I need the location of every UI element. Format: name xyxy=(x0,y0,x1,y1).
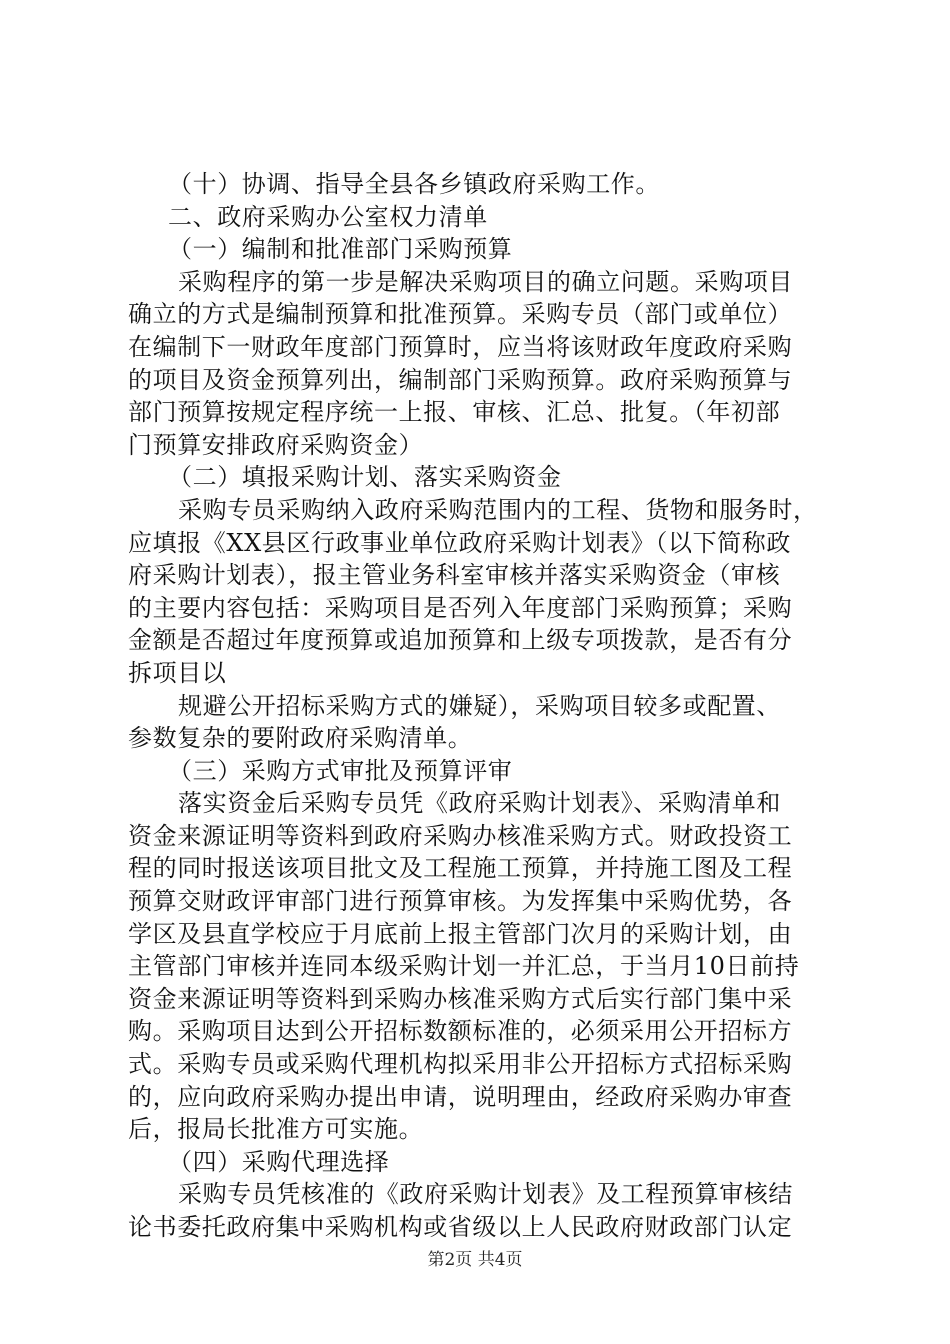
text-line: 府采购计划表），报主管业务科室审核并落实采购资金（审核 xyxy=(128,561,781,590)
text-line: （二）填报采购计划、落实采购资金 xyxy=(168,463,562,492)
text-line: 部门预算按规定程序统一上报、审核、汇总、批复。（年初部 xyxy=(128,398,781,427)
text-line: 资金来源证明等资料到政府采购办核准采购方式。财政投资工 xyxy=(128,821,793,850)
text-line: 程的同时报送该项目批文及工程施工预算，并持施工图及工程 xyxy=(128,854,793,883)
text-line: （三）采购方式审批及预算评审 xyxy=(168,756,513,785)
text-line: 落实资金后采购专员凭《政府采购计划表》、采购清单和 xyxy=(178,789,781,818)
page-footer: 第2页 共4页 xyxy=(427,1250,523,1270)
text-line: 参数复杂的要附政府采购清单。 xyxy=(128,724,473,753)
text-line: 后，报局长批准方可实施。 xyxy=(128,1115,424,1144)
text-line: 购。采购项目达到公开招标数额标准的，必须采用公开招标方 xyxy=(128,1017,793,1046)
text-line: 二、政府采购办公室权力清单 xyxy=(168,202,488,231)
text-line: 应填报《XX县区行政事业单位政府采购计划表》（以下简称政 xyxy=(128,528,791,557)
text-line: 主管部门审核并连同本级采购计划一并汇总，于当月10日前持 xyxy=(128,952,800,981)
text-line: 在编制下一财政年度部门预算时，应当将该财政年度政府采购 xyxy=(128,332,793,361)
text-line: 论书委托政府集中采购机构或省级以上人民政府财政部门认定 xyxy=(128,1213,793,1241)
text-line: 预算交财政评审部门进行预算审核。为发挥集中采购优势，各 xyxy=(128,887,793,916)
text-line: 采购专员凭核准的《政府采购计划表》及工程预算审核结 xyxy=(178,1180,793,1209)
text-line: 采购专员采购纳入政府采购范围内的工程、货物和服务时， xyxy=(178,495,818,524)
text-line: 门预算安排政府采购资金） xyxy=(128,430,424,459)
text-line: 金额是否超过年度预算或追加预算和上级专项拨款，是否有分 xyxy=(128,626,793,655)
text-line: 的项目及资金预算列出，编制部门采购预算。政府采购预算与 xyxy=(128,365,793,394)
text-line: 式。采购专员或采购代理机构拟采用非公开招标方式招标采购 xyxy=(128,1050,793,1079)
text-line: （十）协调、指导全县各乡镇政府采购工作。 xyxy=(168,170,660,198)
text-line: 拆项目以 xyxy=(128,658,227,687)
text-line: 资金来源证明等资料到采购办核准采购方式后实行部门集中采 xyxy=(128,984,793,1013)
text-line: 的，应向政府采购办提出申请，说明理由，经政府采购办审查 xyxy=(128,1082,793,1111)
document-body xyxy=(128,168,832,1244)
text-line: 规避公开招标采购方式的嫌疑），采购项目较多或配置、 xyxy=(178,691,781,720)
text-line: 确立的方式是编制预算和批准预算。采购专员（部门或单位） xyxy=(128,300,793,329)
text-line: 采购程序的第一步是解决采购项目的确立问题。采购项目 xyxy=(178,267,793,296)
text-line: 学区及县直学校应于月底前上报主管部门次月的采购计划，由 xyxy=(128,919,793,948)
text-line: （四）采购代理选择 xyxy=(168,1147,390,1176)
text-line: （一）编制和批准部门采购预算 xyxy=(168,235,513,264)
text-line: 的主要内容包括：采购项目是否列入年度部门采购预算；采购 xyxy=(128,593,793,622)
